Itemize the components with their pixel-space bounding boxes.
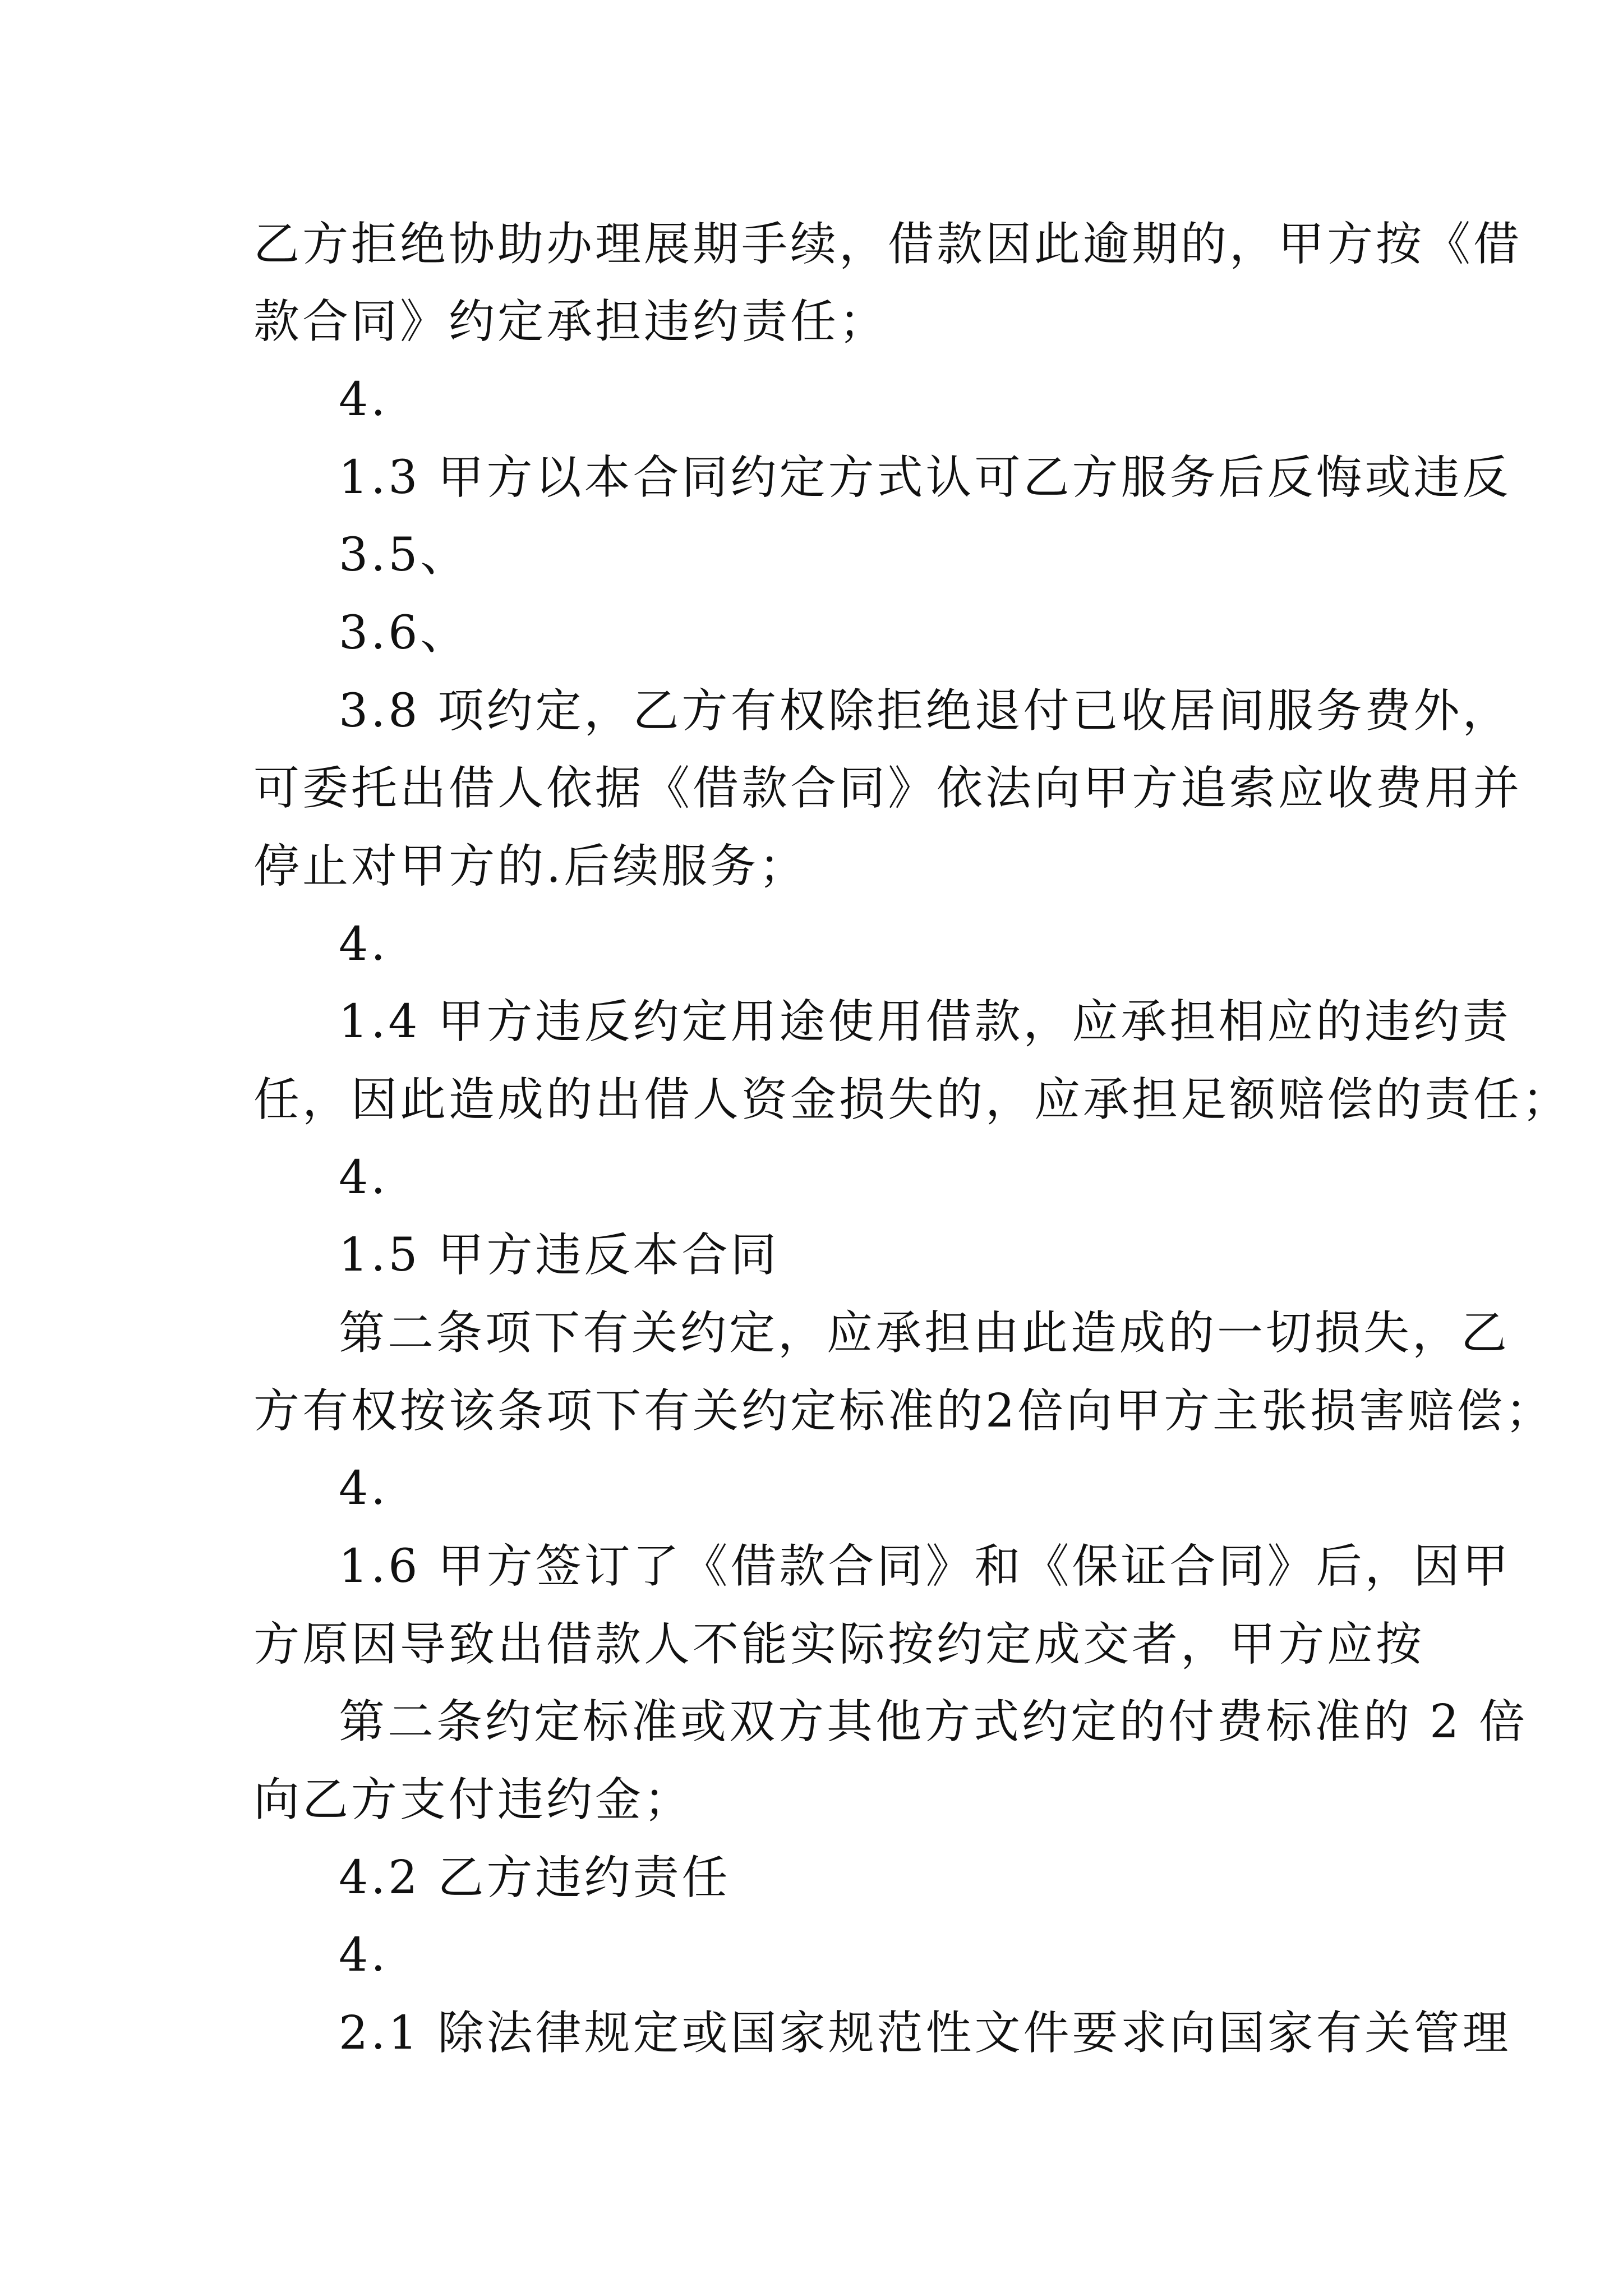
- text-line: 4.: [339, 1151, 389, 1204]
- text-line: 乙方拒绝协助办理展期手续，借款因此逾期的，甲方按《借: [253, 218, 1523, 271]
- text-line: 2.1 除法律规定或国家规范性文件要求向国家有关管理: [339, 2007, 1511, 2060]
- text-line: 方原因导致出借款人不能实际按约定成交者，甲方应按: [253, 1618, 1425, 1671]
- text-line: 3.5、: [339, 528, 469, 582]
- text-line: 4.: [339, 1462, 389, 1515]
- text-line: 1.6 甲方签订了《借款合同》和《保证合同》后，因甲: [339, 1540, 1511, 1593]
- text-line: 3.8 项约定，乙方有权除拒绝退付已收居间服务费外，: [339, 684, 1511, 738]
- text-line: 向乙方支付违约金；: [253, 1773, 693, 1826]
- text-line: 款合同》约定承担违约责任；: [253, 295, 888, 348]
- text-line: 方有权按该条项下有关约定标准的2倍向甲方主张损害赔偿；: [253, 1384, 1555, 1438]
- text-line: 第二条项下有关约定，应承担由此造成的一切损失，乙: [339, 1306, 1510, 1360]
- text-line: 停止对甲方的.后续服务；: [253, 840, 808, 893]
- text-line: 1.4 甲方违反约定用途使用借款，应承担相应的违约责: [339, 995, 1511, 1048]
- text-line: 3.6、: [339, 606, 469, 660]
- text-line: 4.2 乙方违约责任: [339, 1851, 731, 1904]
- text-line: 4.: [339, 1929, 389, 1982]
- text-line: 4.: [339, 373, 389, 426]
- text-line: 1.5 甲方违反本合同: [339, 1228, 780, 1282]
- text-line: 任，因此造成的出借人资金损失的，应承担足额赔偿的责任；: [253, 1073, 1571, 1126]
- text-line: 4.: [339, 918, 389, 971]
- text-line: 1.3 甲方以本合同约定方式认可乙方服务后反悔或违反: [339, 451, 1511, 504]
- text-line: 第二条约定标准或双方其他方式约定的付费标准的 2 倍: [339, 1695, 1528, 1749]
- text-line: 可委托出借人依据《借款合同》依法向甲方追索应收费用并: [253, 762, 1523, 815]
